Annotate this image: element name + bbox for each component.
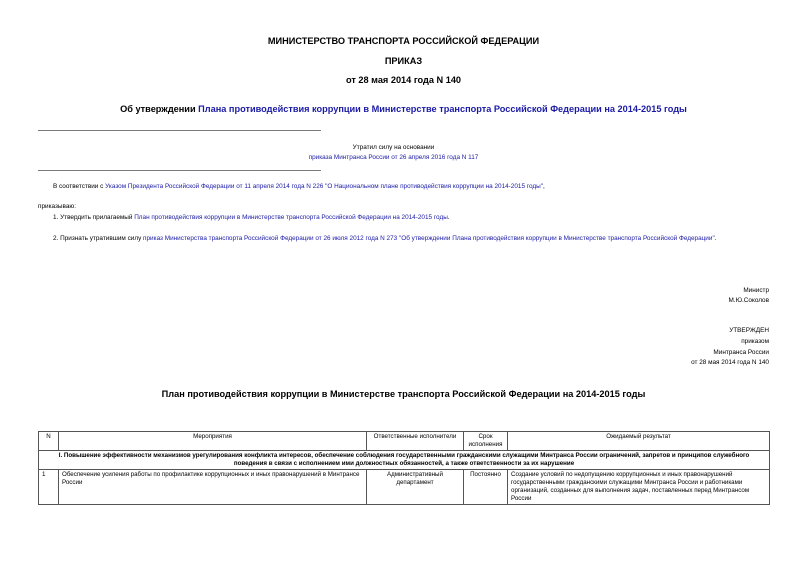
row-result: Создание условий по недопущению коррупционных и иных правонарушений государственными гражданскими служащими Минтранса России и работниками организаций, созданных для выполнения задач, поставленных перед Минтрансом России	[508, 470, 770, 505]
approval-line-3: Минтранса России	[713, 349, 769, 356]
col-header-deadline: Срок исполнения	[464, 432, 508, 451]
section-1-heading: I. Повышение эффективности механизмов урегулирования конфликта интересов, обеспечение соблюдения государственными гражданскими служащими Минтранса России ограничений, запретов и принципов служебного поведения в связи с исполнением ими должностных обязанностей, а также ответственности за их нарушение	[39, 451, 770, 470]
table-header-row	[39, 432, 770, 451]
status-note-line1: Утратил силу на основании	[352, 144, 435, 151]
col-header-result: Ожидаемый результат	[508, 432, 770, 451]
approval-line-1: УТВЕРЖДЕН	[729, 327, 769, 334]
approval-line-2: приказом	[741, 338, 769, 345]
plan-title: План противодействия коррупции в Министерстве транспорта Российской Федерации на 2014-2015 годы	[161, 389, 646, 399]
old-order-link[interactable]: приказ Министерства транспорта Российской Федерации от 26 июля 2012 года N 273 "Об утверждении Плана противодействия коррупции в Министерстве транспорта Российской Федерации"	[143, 235, 715, 242]
preamble: В соответствии с Указом Президента Российской Федерации от 11 апреля 2014 года N 226 "О Национальном плане противодействия коррупции на 2014-2015 годы",	[53, 183, 545, 190]
col-header-n: N	[39, 432, 59, 451]
row-number: 1	[39, 470, 59, 505]
order-word: приказываю:	[38, 203, 76, 210]
table-row	[39, 470, 770, 505]
decree-link[interactable]: Указом Президента Российской Федерации от 11 апреля 2014 года N 226 "О Национальном плане противодействия коррупции на 2014-2015 годы"	[105, 183, 543, 190]
row-responsible: Административный департамент	[367, 470, 464, 505]
section-row	[39, 451, 770, 470]
item-2: 2. Признать утратившим силу приказ Министерства транспорта Российской Федерации от 26 июля 2012 года N 273 "Об утверждении Плана противодействия коррупции в Министерстве транспорта Российской Федерации".	[53, 235, 717, 242]
plan-link[interactable]: План противодействия коррупции в Министерстве транспорта Российской Федерации на 2014-2015 годы	[134, 214, 448, 221]
plan-table	[38, 431, 770, 505]
bottom-rule	[38, 170, 321, 171]
approval-line-4: от 28 мая 2014 года N 140	[691, 359, 769, 366]
signature-position: Министр	[743, 287, 769, 294]
status-note-line2	[0, 154, 807, 162]
doc-title	[0, 104, 807, 114]
col-header-measures: Мероприятия	[59, 432, 367, 451]
item-1: 1. Утвердить прилагаемый План противодействия коррупции в Министерстве транспорта Российской Федерации на 2014-2015 годы.	[53, 214, 450, 221]
signature-name: М.Ю.Соколов	[728, 297, 769, 304]
doc-title-prefix: Об утверждении	[120, 104, 199, 114]
ministry-heading: МИНИСТЕРСТВО ТРАНСПОРТА РОССИЙСКОЙ ФЕДЕРАЦИИ	[267, 36, 540, 46]
doc-title-link[interactable]: Плана противодействия коррупции в Министерстве транспорта Российской Федерации на 2014-2015 годы	[198, 104, 687, 114]
row-measure: Обеспечение усиления работы по профилактике коррупционных и иных правонарушений в Минтрансе России	[59, 470, 367, 505]
repeal-order-link[interactable]: приказа Минтранса России от 26 апреля 2016 года N 117	[308, 154, 479, 161]
row-deadline: Постоянно	[464, 470, 508, 505]
doc-type-heading: ПРИКАЗ	[384, 56, 423, 66]
top-rule	[38, 130, 321, 131]
doc-date-number: от 28 мая 2014 года N 140	[345, 75, 462, 85]
col-header-responsible: Ответственные исполнители	[367, 432, 464, 451]
